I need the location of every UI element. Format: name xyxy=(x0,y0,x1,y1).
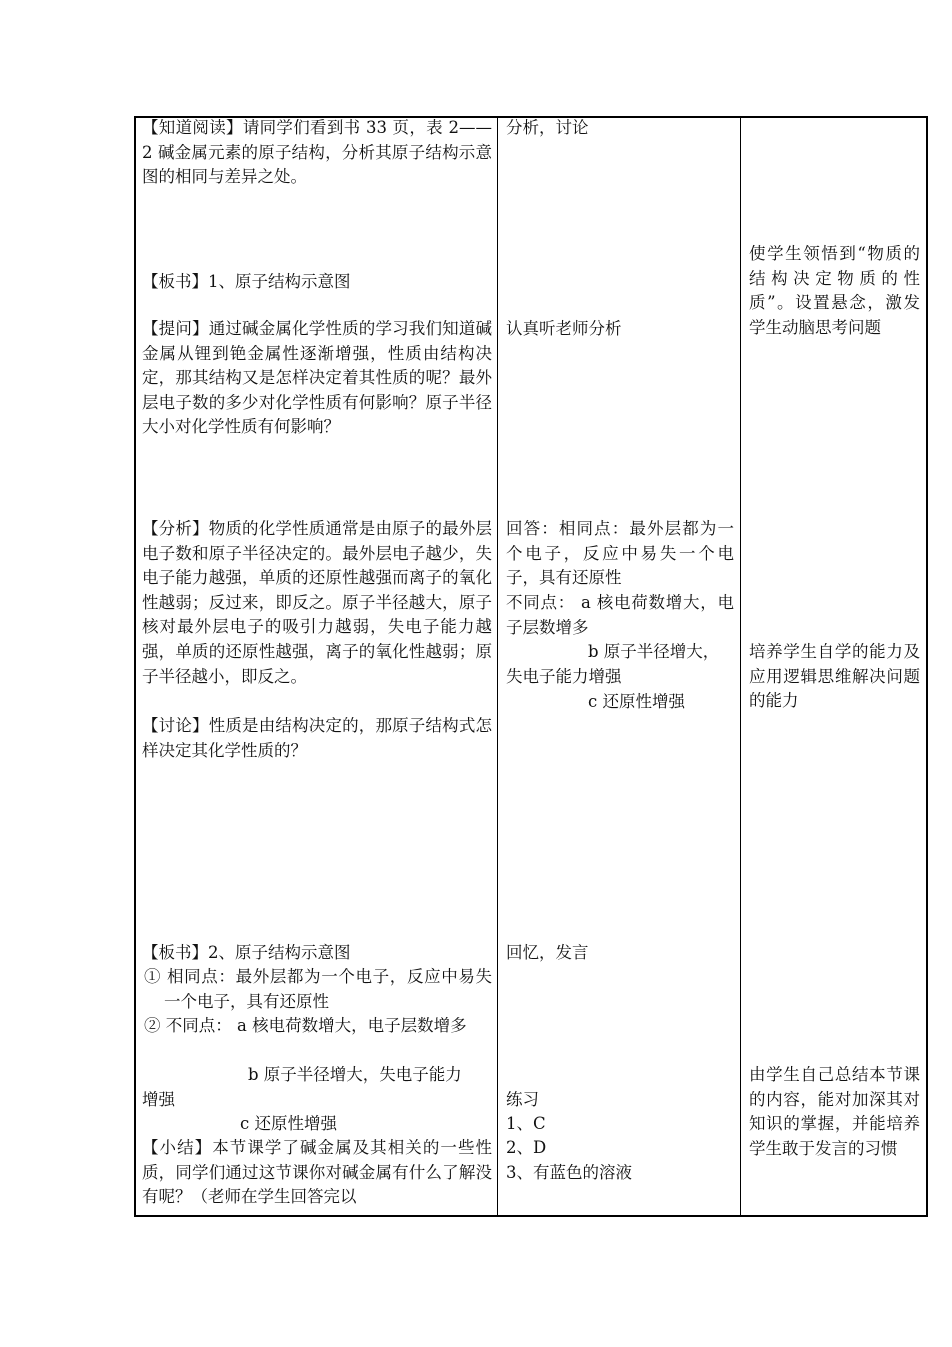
column-divider-2 xyxy=(740,118,741,1215)
intent-2: 培养学生自学的能力及应用逻辑思维解决问题的能力 xyxy=(749,642,920,711)
summary-paragraph: 【小结】本节课学了碱金属及其相关的一些性质，同学们通过这节课你对碱金属有什么了解没有呢？（老师在学生回答完以 xyxy=(142,1138,492,1207)
student-activity-column xyxy=(506,118,734,1215)
student-answer: 回答：相同点：最外层都为一个电子，反应中易失一个电子，具有还原性 xyxy=(506,519,734,588)
student-analysis: 分析，讨论 xyxy=(506,118,589,137)
intent-1: 使学生领悟到“物质的结构决定物质的性质”。设置悬念，激发学生动脑思考问题 xyxy=(749,244,920,337)
student-recall: 回忆，发言 xyxy=(506,943,589,962)
difference-b-continued: 增强 xyxy=(142,1090,175,1109)
student-difference-c: c 还原性增强 xyxy=(588,692,685,711)
question-paragraph: 【提问】通过碱金属化学性质的学习我们知道碱金属从锂到铯金属性逐渐增强，性质由结构决定，那其结构又是怎样决定着其性质的呢？最外层电子数的多少对化学性质有何影响？原子半径大小对化学性质有何影响？ xyxy=(142,319,492,437)
analysis-paragraph: 【分析】物质的化学性质通常是由原子的最外层电子数和原子半径决定的。最外层电子越少，失电子能力越强，单质的还原性越强而离子的氧化性越弱；反过来，即反之。原子半径越大，原子核对最外层电子的吸引力越弱，失电子能力越强，单质的还原性越强，离子的氧化性越弱；原子半径越小，即反之。 xyxy=(142,519,492,686)
intent-3: 由学生自己总结本节课的内容，能对加深其对知识的掌握，并能培养学生敢于发言的习惯 xyxy=(749,1065,920,1158)
board-note-2: 【板书】2、原子结构示意图 xyxy=(142,943,351,962)
student-listen: 认真听老师分析 xyxy=(506,319,622,338)
teacher-activity-column xyxy=(142,118,492,1215)
exercise-answer-3: 3、有蓝色的溶液 xyxy=(506,1163,632,1182)
difference-c: c 还原性增强 xyxy=(240,1114,337,1133)
lesson-table xyxy=(134,116,928,1217)
similarity-point: ① 相同点：最外层都为一个电子，反应中易失一个电子，具有还原性 xyxy=(144,967,492,1011)
reading-instruction: 【知道阅读】请同学们看到书 33 页，表 2——2 碱金属元素的原子结构，分析其原子结构示意图的相同与差异之处。 xyxy=(142,118,492,187)
column-divider-1 xyxy=(497,118,498,1215)
exercise-answer-1: 1、C xyxy=(506,1114,546,1133)
difference-b: b 原子半径增大，失电子能力 xyxy=(248,1065,462,1084)
student-difference-a: 不同点： a 核电荷数增大，电子层数增多 xyxy=(506,593,734,637)
board-note-1: 【板书】1、原子结构示意图 xyxy=(142,272,351,291)
difference-point: ② 不同点： a 核电荷数增大，电子层数增多 xyxy=(144,1016,467,1035)
discussion-paragraph: 【讨论】性质是由结构决定的，那原子结构式怎样决定其化学性质的？ xyxy=(142,716,492,760)
exercise-answer-2: 2、D xyxy=(506,1138,547,1157)
design-intent-column xyxy=(749,118,920,1215)
student-difference-b: b 原子半径增大，失电子能力增强 xyxy=(506,642,720,686)
exercise-label: 练习 xyxy=(506,1090,539,1109)
